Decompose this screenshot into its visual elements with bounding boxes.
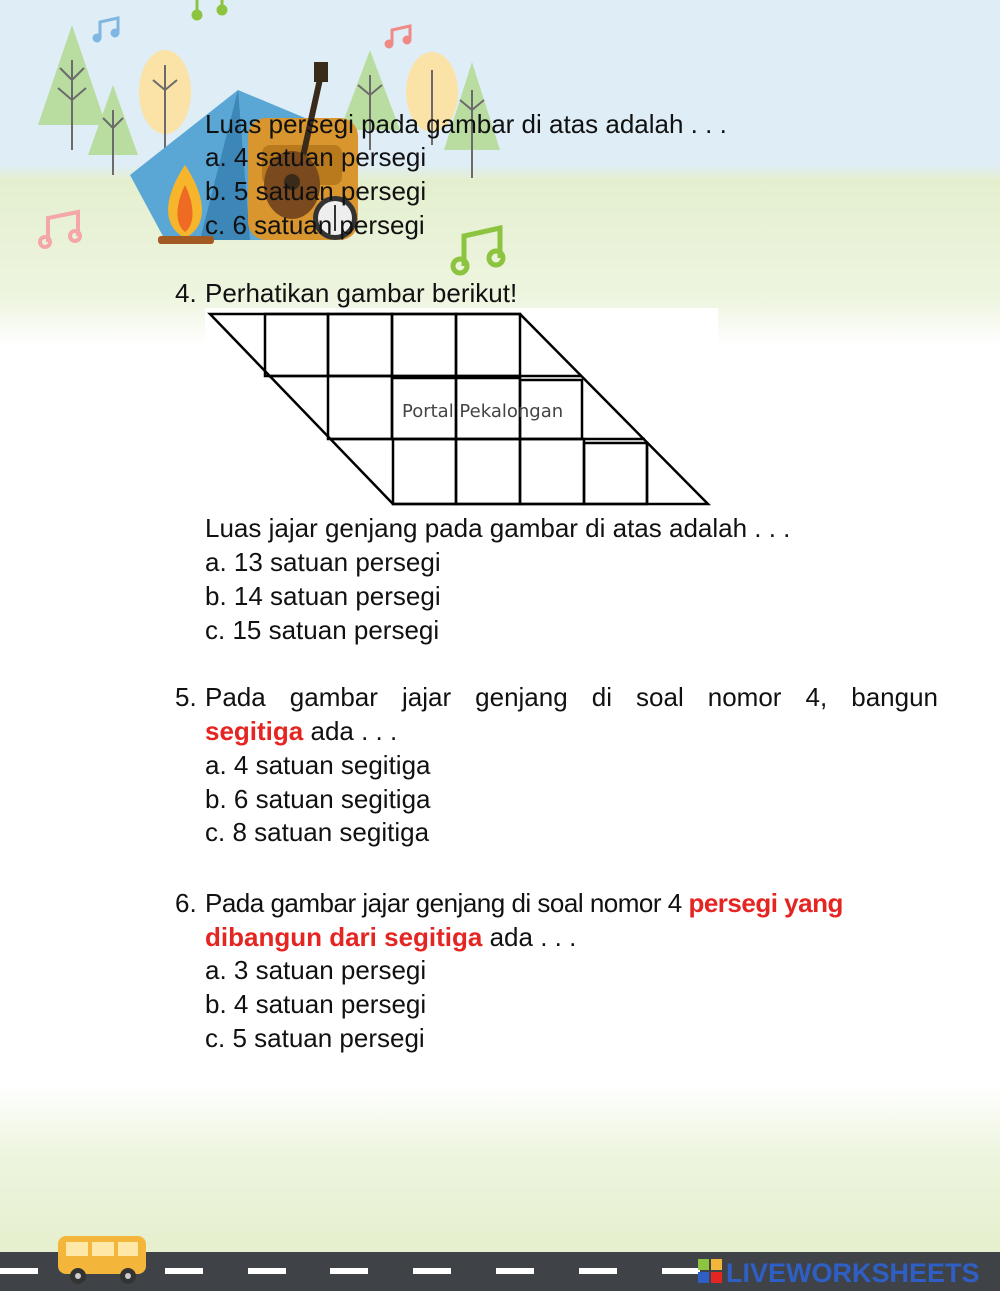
q6-stem-end: ada . . . [489,922,577,952]
q5-stem-line1: Pada gambar jajar genjang di soal nomor 4, bangun [205,682,938,712]
q6-number: 6. [175,888,197,918]
figure-watermark: Portal Pekalongan [402,401,564,422]
road-dash [496,1268,534,1274]
road-dash [0,1268,38,1274]
tree-icon [38,25,106,150]
q5-stem-line2 [205,714,397,748]
road-dash [165,1268,203,1274]
q6-stem-start: Pada gambar jajar genjang di soal nomor 4 [205,888,682,918]
q6-stem-line1 [205,886,843,920]
q5-option-c: c. 8 satuan segitiga [205,817,430,847]
q4-number: 4. [175,278,197,308]
q5-stem-end: ada . . . [310,716,398,746]
parallelogram-grid [205,308,718,508]
road-dash [662,1268,700,1274]
road-dash [579,1268,617,1274]
parallelogram-figure [205,308,718,508]
q3-option-a: a. 4 satuan persegi [205,142,427,172]
q4-option-b: b. 14 satuan persegi [205,581,441,611]
q4-stem: Perhatikan gambar berikut! [205,278,518,308]
road-dash [248,1268,286,1274]
music-note-icon [94,18,118,41]
q4-question: Luas jajar genjang pada gambar di atas adalah . . . [205,513,791,543]
bus-icon [52,1232,154,1286]
q6-stem-line2 [205,920,576,954]
music-note-icon [453,228,503,273]
q3-option-b: b. 5 satuan persegi [205,176,427,206]
q3-stem: Luas persegi pada gambar di atas adalah . . . [205,109,727,139]
q5-option-b: b. 6 satuan segitiga [205,784,431,814]
music-note-icon [193,0,226,19]
q5-option-a: a. 4 satuan segitiga [205,750,431,780]
q6-option-c: c. 5 satuan persegi [205,1023,425,1053]
q4-option-c: c. 15 satuan persegi [205,615,440,645]
q6-option-a: a. 3 satuan persegi [205,955,427,985]
q4-option-a: a. 13 satuan persegi [205,547,441,577]
music-note-icon [40,212,80,247]
road-dash [330,1268,368,1274]
liveworksheets-logo-text[interactable]: LIVEWORKSHEETS [726,1258,980,1288]
road-dash [413,1268,451,1274]
liveworksheets-logo-icon [698,1259,722,1283]
q5-highlight: segitiga [205,716,304,746]
music-note-icon [386,26,410,47]
q6-option-b: b. 4 satuan persegi [205,989,427,1019]
q6-highlight-1: persegi yang [688,888,843,918]
q5-number: 5. [175,682,197,712]
q3-option-c: c. 6 satuan persegi [205,210,425,240]
q6-highlight-2: dibangun dari segitiga [205,922,483,952]
